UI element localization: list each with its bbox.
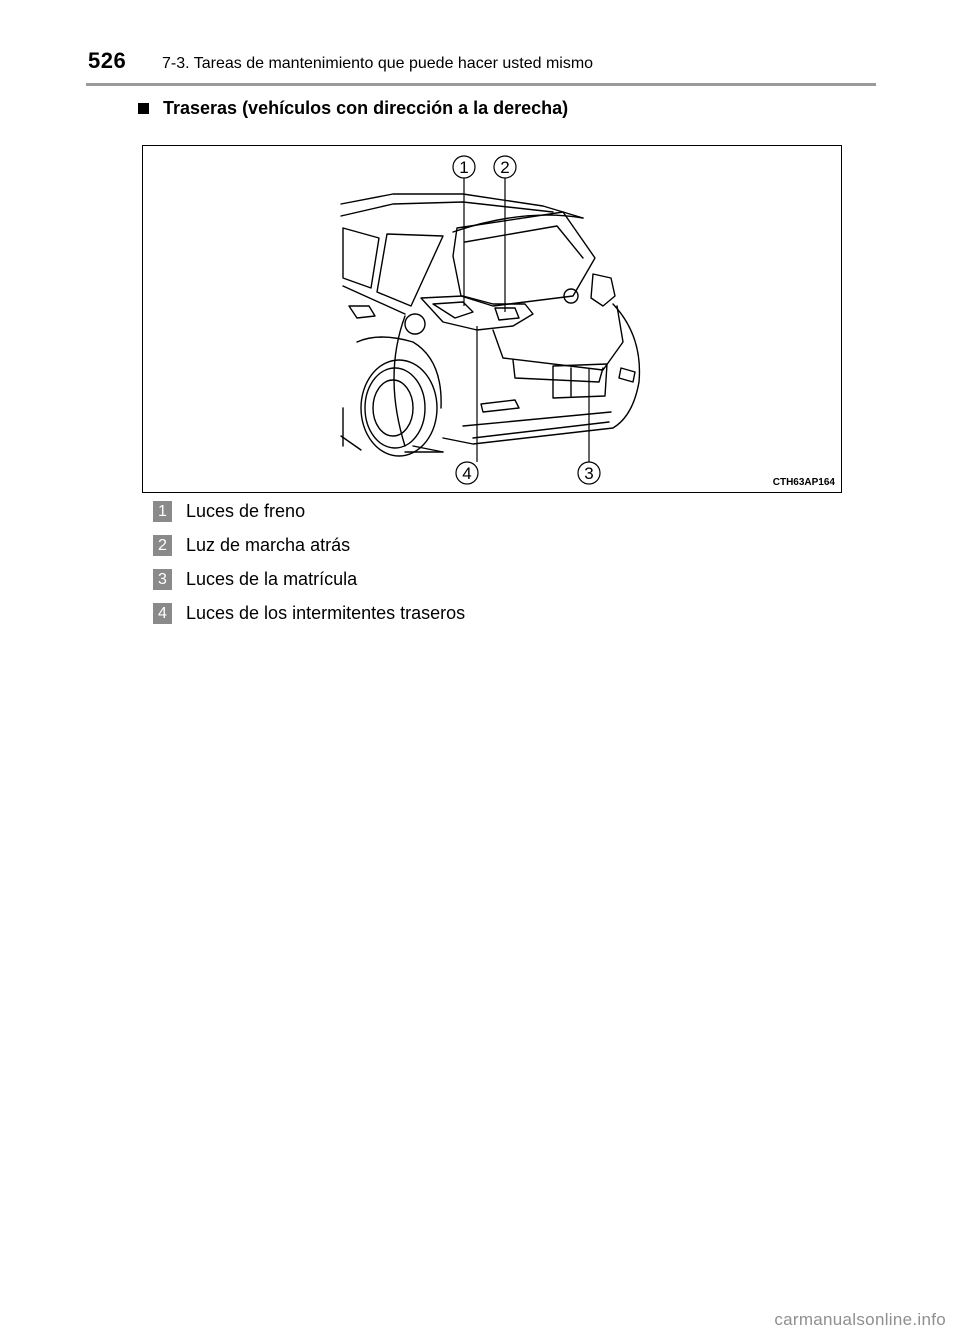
legend-label: Luces de la matrícula [186, 569, 358, 589]
legend-number-badge: 1 [153, 501, 172, 522]
page-number: 526 [88, 48, 127, 73]
car-rear-drawing [143, 146, 842, 493]
legend-label: Luces de los intermitentes traseros [186, 603, 466, 623]
legend-item [153, 534, 465, 557]
watermark: carmanualsonline.info [774, 1310, 946, 1329]
legend-number-badge: 2 [153, 535, 172, 556]
figure-code: CTH63AP164 [772, 477, 835, 488]
section-heading [138, 98, 568, 119]
legend-label: Luces de freno [186, 501, 306, 521]
legend-list [153, 500, 465, 636]
header-divider [86, 83, 876, 86]
legend-label: Luz de marcha atrás [186, 535, 351, 555]
legend-number-badge: 3 [153, 569, 172, 590]
legend-item [153, 568, 465, 591]
callout-3: 3 [584, 464, 594, 483]
square-bullet-icon [138, 103, 149, 114]
rear-lights-illustration [142, 145, 842, 493]
legend-number-badge: 4 [153, 603, 172, 624]
legend-item [153, 500, 465, 523]
section-heading-text: Traseras (vehículos con dirección a la derecha) [163, 98, 569, 118]
section-header-title: 7-3. Tareas de mantenimiento que puede hacer usted mismo [162, 55, 594, 72]
callout-1: 1 [459, 158, 469, 177]
callout-4: 4 [462, 464, 472, 483]
callout-2: 2 [500, 158, 510, 177]
legend-item [153, 602, 465, 625]
